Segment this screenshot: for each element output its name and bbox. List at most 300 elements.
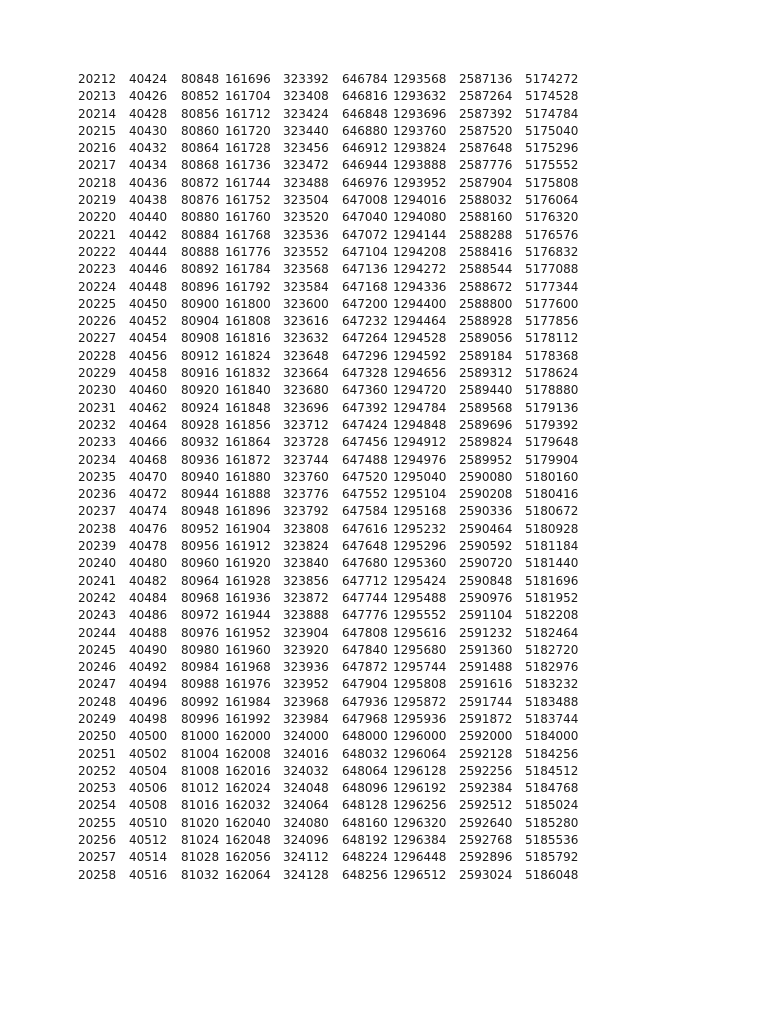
- table-cell: 2588928: [459, 314, 513, 329]
- table-cell: 323504: [283, 193, 329, 208]
- table-cell: 40474: [129, 504, 168, 519]
- table-cell: 161840: [225, 383, 271, 398]
- table-cell: 5183232: [525, 677, 579, 692]
- table-cell: 1294848: [393, 417, 447, 432]
- table-cell: 1295744: [393, 660, 447, 675]
- table-cell: 2587520: [459, 123, 513, 138]
- table-cell: 2589312: [459, 366, 513, 381]
- table-cell: 5174272: [525, 72, 579, 86]
- table-cell: 1294912: [393, 435, 447, 450]
- table-cell: 5186048: [525, 867, 579, 882]
- table-cell: 1294528: [393, 331, 447, 346]
- table-cell: 81008: [181, 763, 220, 778]
- table-cell: 5177600: [525, 296, 579, 311]
- table-cell: 40504: [129, 763, 168, 778]
- table-cell: 40490: [129, 642, 168, 657]
- table-cell: 323984: [283, 711, 329, 726]
- table-cell: 40466: [129, 435, 168, 450]
- table-cell: 20244: [78, 625, 117, 640]
- table-cell: 5178112: [525, 331, 579, 346]
- table-cell: 2588288: [459, 227, 513, 242]
- table-cell: 161784: [225, 262, 271, 277]
- table-cell: 647040: [342, 210, 388, 225]
- table-cell: 20239: [78, 539, 117, 554]
- table-cell: 162000: [225, 729, 271, 744]
- table-cell: 5176576: [525, 227, 579, 242]
- table-cell: 323824: [283, 539, 329, 554]
- table-cell: 5184000: [525, 729, 579, 744]
- table-cell: 5174528: [525, 89, 579, 104]
- table-cell: 40448: [129, 279, 168, 294]
- table-cell: 40446: [129, 262, 168, 277]
- table-cell: 647488: [342, 452, 388, 467]
- table-cell: 81028: [181, 850, 220, 865]
- table-cell: 5177088: [525, 262, 579, 277]
- table-cell: 2592768: [459, 833, 513, 848]
- table-cell: 40512: [129, 833, 168, 848]
- table-cell: 1293696: [393, 106, 447, 121]
- table-cell: 80960: [181, 556, 220, 571]
- table-cell: 647808: [342, 625, 388, 640]
- table-cell: 5185024: [525, 798, 579, 813]
- table-cell: 2588160: [459, 210, 513, 225]
- table-cell: 323776: [283, 487, 329, 502]
- table-cell: 80880: [181, 210, 220, 225]
- table-cell: 161992: [225, 711, 271, 726]
- table-cell: 20250: [78, 729, 117, 744]
- table-cell: 40482: [129, 573, 168, 588]
- table-cell: 161832: [225, 366, 271, 381]
- table-cell: 161808: [225, 314, 271, 329]
- table-cell: 324080: [283, 815, 329, 830]
- table-cell: 648192: [342, 833, 388, 848]
- table-cell: 40500: [129, 729, 168, 744]
- table-cell: 5182208: [525, 608, 579, 623]
- table-cell: 323856: [283, 573, 329, 588]
- table-cell: 647712: [342, 573, 388, 588]
- table-cell: 323632: [283, 331, 329, 346]
- table-cell: 40452: [129, 314, 168, 329]
- table-cell: 2587264: [459, 89, 513, 104]
- table-cell: 647104: [342, 244, 388, 259]
- table-cell: 1294208: [393, 244, 447, 259]
- table-cell: 324128: [283, 867, 329, 882]
- table-cell: 647008: [342, 193, 388, 208]
- table-cell: 2592000: [459, 729, 513, 744]
- table-cell: 1296384: [393, 833, 447, 848]
- table-cell: 20217: [78, 158, 117, 173]
- table-cell: 161696: [225, 72, 271, 86]
- table-cell: 2587904: [459, 175, 513, 190]
- table-cell: 1295104: [393, 487, 447, 502]
- table-cell: 20218: [78, 175, 117, 190]
- table-cell: 646816: [342, 89, 388, 104]
- table-cell: 40438: [129, 193, 168, 208]
- table-cell: 80980: [181, 642, 220, 657]
- table-cell: 323680: [283, 383, 329, 398]
- table-cell: 1295232: [393, 521, 447, 536]
- table-cell: 20240: [78, 556, 117, 571]
- table-cell: 5175040: [525, 123, 579, 138]
- table-cell: 646880: [342, 123, 388, 138]
- table-cell: 81016: [181, 798, 220, 813]
- table-cell: 40488: [129, 625, 168, 640]
- table-cell: 323648: [283, 348, 329, 363]
- table-cell: 20243: [78, 608, 117, 623]
- table-cell: 647616: [342, 521, 388, 536]
- table-cell: 161824: [225, 348, 271, 363]
- table-cell: 80912: [181, 348, 220, 363]
- table-cell: 40498: [129, 711, 168, 726]
- table-cell: 80984: [181, 660, 220, 675]
- table-cell: 323760: [283, 469, 329, 484]
- table-cell: 646976: [342, 175, 388, 190]
- table-cell: 20236: [78, 487, 117, 502]
- table-cell: 80956: [181, 539, 220, 554]
- table-cell: 647840: [342, 642, 388, 657]
- table-cell: 161792: [225, 279, 271, 294]
- table-cell: 162032: [225, 798, 271, 813]
- table-cell: 323904: [283, 625, 329, 640]
- table-cell: 161728: [225, 141, 271, 156]
- table-cell: 648160: [342, 815, 388, 830]
- table-cell: 2590848: [459, 573, 513, 588]
- table-cell: 80884: [181, 227, 220, 242]
- table-cell: 40450: [129, 296, 168, 311]
- table-cell: 80932: [181, 435, 220, 450]
- table-cell: 81032: [181, 867, 220, 882]
- table-cell: 2590336: [459, 504, 513, 519]
- table-cell: 1295936: [393, 711, 447, 726]
- table-cell: 81020: [181, 815, 220, 830]
- table-cell: 5178880: [525, 383, 579, 398]
- table-cell: 323536: [283, 227, 329, 242]
- table-cell: 20241: [78, 573, 117, 588]
- table-cell: 80996: [181, 711, 220, 726]
- table-cell: 1295616: [393, 625, 447, 640]
- table-cell: 80888: [181, 244, 220, 259]
- table-cell: 323456: [283, 141, 329, 156]
- table-cell: 80920: [181, 383, 220, 398]
- table-cell: 40516: [129, 867, 168, 882]
- table-cell: 161928: [225, 573, 271, 588]
- table-cell: 40472: [129, 487, 168, 502]
- table-cell: 647168: [342, 279, 388, 294]
- table-cell: 647520: [342, 469, 388, 484]
- table-cell: 1295872: [393, 694, 447, 709]
- table-cell: 20230: [78, 383, 117, 398]
- table-cell: 1296000: [393, 729, 447, 744]
- table-cell: 40440: [129, 210, 168, 225]
- table-cell: 2588800: [459, 296, 513, 311]
- table-cell: 20247: [78, 677, 117, 692]
- table-cell: 161880: [225, 469, 271, 484]
- table-cell: 161920: [225, 556, 271, 571]
- table-cell: 80896: [181, 279, 220, 294]
- table-cell: 647776: [342, 608, 388, 623]
- table-cell: 40484: [129, 590, 168, 605]
- table-cell: 20253: [78, 781, 117, 796]
- table-cell: 162008: [225, 746, 271, 761]
- table-cell: 20227: [78, 331, 117, 346]
- table-cell: 1295488: [393, 590, 447, 605]
- table-cell: 161952: [225, 625, 271, 640]
- table-cell: 161904: [225, 521, 271, 536]
- table-cell: 647392: [342, 400, 388, 415]
- table-cell: 5175296: [525, 141, 579, 156]
- table-cell: 1295808: [393, 677, 447, 692]
- table-cell: 324016: [283, 746, 329, 761]
- table-cell: 20235: [78, 469, 117, 484]
- table-cell: 80948: [181, 504, 220, 519]
- table-cell: 20248: [78, 694, 117, 709]
- table-cell: 324032: [283, 763, 329, 778]
- table-cell: 324064: [283, 798, 329, 813]
- table-cell: 80916: [181, 366, 220, 381]
- table-cell: 161864: [225, 435, 271, 450]
- table-cell: 323744: [283, 452, 329, 467]
- table-cell: 2587648: [459, 141, 513, 156]
- table-cell: 161776: [225, 244, 271, 259]
- table-cell: 647936: [342, 694, 388, 709]
- table-cell: 323872: [283, 590, 329, 605]
- table-cell: 1294080: [393, 210, 447, 225]
- table-cell: 161976: [225, 677, 271, 692]
- table-cell: 20238: [78, 521, 117, 536]
- table-cell: 40508: [129, 798, 168, 813]
- table-cell: 80892: [181, 262, 220, 277]
- table-cell: 40496: [129, 694, 168, 709]
- table-cell: 323664: [283, 366, 329, 381]
- table-cell: 5181440: [525, 556, 579, 571]
- table-cell: 80868: [181, 158, 220, 173]
- table-cell: 323472: [283, 158, 329, 173]
- table-cell: 20246: [78, 660, 117, 675]
- table-cell: 80936: [181, 452, 220, 467]
- table-cell: 1294464: [393, 314, 447, 329]
- table-cell: 40458: [129, 366, 168, 381]
- table-cell: 647968: [342, 711, 388, 726]
- table-cell: 5177856: [525, 314, 579, 329]
- table-cell: 40432: [129, 141, 168, 156]
- table-cell: 1295040: [393, 469, 447, 484]
- table-cell: 647584: [342, 504, 388, 519]
- table-cell: 647872: [342, 660, 388, 675]
- table-cell: 2589184: [459, 348, 513, 363]
- table-cell: 20242: [78, 590, 117, 605]
- table-cell: 2590208: [459, 487, 513, 502]
- table-cell: 5176064: [525, 193, 579, 208]
- table-cell: 20219: [78, 193, 117, 208]
- table-cell: 1294016: [393, 193, 447, 208]
- table-cell: 1293632: [393, 89, 447, 104]
- table-cell: 2592128: [459, 746, 513, 761]
- table-cell: 80952: [181, 521, 220, 536]
- table-cell: 5182976: [525, 660, 579, 675]
- table-cell: 1294400: [393, 296, 447, 311]
- table-cell: 80928: [181, 417, 220, 432]
- table-cell: 1293824: [393, 141, 447, 156]
- table-cell: 40468: [129, 452, 168, 467]
- table-cell: 80852: [181, 89, 220, 104]
- table-cell: 1293760: [393, 123, 447, 138]
- table-cell: 1294144: [393, 227, 447, 242]
- table-cell: 647648: [342, 539, 388, 554]
- table-cell: 1296192: [393, 781, 447, 796]
- table-cell: 40462: [129, 400, 168, 415]
- table-cell: 647328: [342, 366, 388, 381]
- table-cell: 1296320: [393, 815, 447, 830]
- table-cell: 2588544: [459, 262, 513, 277]
- table-cell: 5177344: [525, 279, 579, 294]
- table-cell: 81012: [181, 781, 220, 796]
- table-cell: 5185536: [525, 833, 579, 848]
- table-cell: 1295424: [393, 573, 447, 588]
- table-cell: 2591232: [459, 625, 513, 640]
- table-cell: 648256: [342, 867, 388, 882]
- table-cell: 20245: [78, 642, 117, 657]
- table-cell: 323792: [283, 504, 329, 519]
- table-cell: 1293888: [393, 158, 447, 173]
- table-cell: 80988: [181, 677, 220, 692]
- table-cell: 80864: [181, 141, 220, 156]
- table-cell: 20251: [78, 746, 117, 761]
- table-cell: 2589696: [459, 417, 513, 432]
- table-cell: 20228: [78, 348, 117, 363]
- table-cell: 20214: [78, 106, 117, 121]
- table-cell: 80904: [181, 314, 220, 329]
- table-cell: 2592384: [459, 781, 513, 796]
- table-cell: 161912: [225, 539, 271, 554]
- table-cell: 5174784: [525, 106, 579, 121]
- table-cell: 1295552: [393, 608, 447, 623]
- table-cell: 2592896: [459, 850, 513, 865]
- table-cell: 324048: [283, 781, 329, 796]
- table-cell: 81004: [181, 746, 220, 761]
- table-cell: 20231: [78, 400, 117, 415]
- table-cell: 40486: [129, 608, 168, 623]
- table-cell: 1294592: [393, 348, 447, 363]
- table-cell: 646848: [342, 106, 388, 121]
- table-cell: 20254: [78, 798, 117, 813]
- table-cell: 5183744: [525, 711, 579, 726]
- table-cell: 20256: [78, 833, 117, 848]
- table-cell: 323440: [283, 123, 329, 138]
- table-cell: 40494: [129, 677, 168, 692]
- table-cell: 80872: [181, 175, 220, 190]
- table-cell: 5176832: [525, 244, 579, 259]
- table-cell: 162024: [225, 781, 271, 796]
- table-cell: 1294272: [393, 262, 447, 277]
- table-cell: 20255: [78, 815, 117, 830]
- table-cell: 2591104: [459, 608, 513, 623]
- table-cell: 20233: [78, 435, 117, 450]
- table-cell: 5180928: [525, 521, 579, 536]
- table-cell: 323920: [283, 642, 329, 657]
- table-cell: 40426: [129, 89, 168, 104]
- table-cell: 648096: [342, 781, 388, 796]
- table-cell: 20213: [78, 89, 117, 104]
- table-cell: 5180416: [525, 487, 579, 502]
- table-cell: 646784: [342, 72, 388, 86]
- table-cell: 40510: [129, 815, 168, 830]
- table-cell: 2589824: [459, 435, 513, 450]
- table-cell: 2587136: [459, 72, 513, 86]
- table-cell: 2590464: [459, 521, 513, 536]
- table-cell: 161984: [225, 694, 271, 709]
- table-cell: 323424: [283, 106, 329, 121]
- table-cell: 40464: [129, 417, 168, 432]
- table-cell: 40456: [129, 348, 168, 363]
- table-cell: 5184256: [525, 746, 579, 761]
- table-cell: 647232: [342, 314, 388, 329]
- table-cell: 161936: [225, 590, 271, 605]
- table-cell: 80944: [181, 487, 220, 502]
- table-cell: 2591744: [459, 694, 513, 709]
- table-cell: 323552: [283, 244, 329, 259]
- table-cell: 1294720: [393, 383, 447, 398]
- table-cell: 20232: [78, 417, 117, 432]
- table-cell: 20216: [78, 141, 117, 156]
- table-cell: 40428: [129, 106, 168, 121]
- table-cell: 647904: [342, 677, 388, 692]
- table-cell: 40470: [129, 469, 168, 484]
- table-cell: 161744: [225, 175, 271, 190]
- table-cell: 20252: [78, 763, 117, 778]
- table-cell: 5185280: [525, 815, 579, 830]
- table-cell: 5184512: [525, 763, 579, 778]
- table-cell: 323808: [283, 521, 329, 536]
- table-cell: 40514: [129, 850, 168, 865]
- table-cell: 2592640: [459, 815, 513, 830]
- table-cell: 323968: [283, 694, 329, 709]
- table-cell: 20237: [78, 504, 117, 519]
- table-cell: 323888: [283, 608, 329, 623]
- table-cell: 5175552: [525, 158, 579, 173]
- table-cell: 5176320: [525, 210, 579, 225]
- table-cell: 161888: [225, 487, 271, 502]
- table-cell: 323728: [283, 435, 329, 450]
- table-cell: 647264: [342, 331, 388, 346]
- table-cell: 161944: [225, 608, 271, 623]
- table-cell: 20225: [78, 296, 117, 311]
- table-cell: 5181952: [525, 590, 579, 605]
- table-cell: 648000: [342, 729, 388, 744]
- table-cell: 2590976: [459, 590, 513, 605]
- table-cell: 647360: [342, 383, 388, 398]
- table-cell: 2588672: [459, 279, 513, 294]
- table-cell: 80860: [181, 123, 220, 138]
- table-cell: 323584: [283, 279, 329, 294]
- table-cell: 40460: [129, 383, 168, 398]
- table-cell: 2591360: [459, 642, 513, 657]
- table-cell: 2589056: [459, 331, 513, 346]
- table-cell: 161760: [225, 210, 271, 225]
- table-cell: 5179904: [525, 452, 579, 467]
- table-cell: 2591488: [459, 660, 513, 675]
- table-cell: 80908: [181, 331, 220, 346]
- table-cell: 323712: [283, 417, 329, 432]
- table-cell: 161872: [225, 452, 271, 467]
- table-cell: 648064: [342, 763, 388, 778]
- table-cell: 648032: [342, 746, 388, 761]
- table-cell: 1296064: [393, 746, 447, 761]
- table-cell: 647200: [342, 296, 388, 311]
- table-cell: 5182464: [525, 625, 579, 640]
- table-cell: 80992: [181, 694, 220, 709]
- table-cell: 40444: [129, 244, 168, 259]
- table-cell: 161968: [225, 660, 271, 675]
